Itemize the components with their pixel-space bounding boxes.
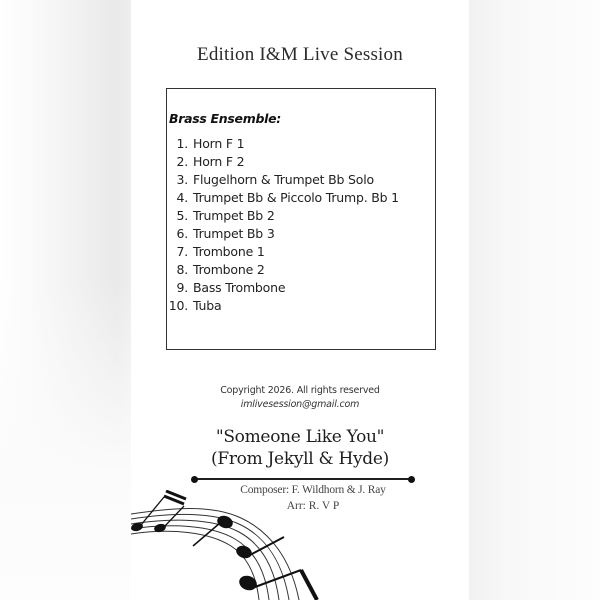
ensemble-heading: Brass Ensemble: — [169, 111, 281, 126]
composer-credit: Composer: F. Wildhorn & J. Ray — [240, 484, 386, 496]
item-label: Flugelhorn & Trumpet Bb Solo — [193, 172, 374, 187]
song-title — [131, 426, 469, 470]
divider-dot-left — [191, 476, 198, 483]
item-number: 6. — [176, 226, 188, 241]
item-number: 10. — [168, 298, 188, 313]
item-label: Trombone 2 — [193, 262, 265, 277]
list-item — [167, 189, 399, 207]
item-number: 9. — [176, 280, 188, 295]
item-label: Bass Trombone — [193, 280, 286, 295]
item-number: 8. — [176, 262, 188, 277]
item-label: Trumpet Bb 2 — [193, 208, 275, 223]
background-right-blur — [469, 0, 600, 600]
item-number: 1. — [176, 136, 188, 151]
list-item — [167, 243, 399, 261]
title-divider — [194, 478, 412, 480]
item-number: 5. — [176, 208, 188, 223]
music-staff-notes-icon — [131, 490, 469, 600]
item-label: Trombone 1 — [193, 244, 265, 259]
item-label: Trumpet Bb 3 — [193, 226, 275, 241]
item-number: 4. — [176, 190, 188, 205]
item-label: Horn F 1 — [193, 136, 245, 151]
arranger-credit: Arr: R. V P — [286, 500, 340, 512]
song-title-line2: (From Jekyll & Hyde) — [211, 449, 389, 469]
item-label: Tuba — [193, 298, 222, 313]
list-item — [167, 297, 399, 315]
list-item — [167, 225, 399, 243]
list-item — [167, 261, 399, 279]
list-item — [167, 135, 399, 153]
instrument-list-box — [166, 88, 436, 350]
list-item — [167, 279, 399, 297]
item-number: 7. — [176, 244, 188, 259]
instrument-list — [167, 135, 399, 315]
copyright-text: Copyright 2026. All rights reserved — [220, 385, 380, 396]
item-number: 2. — [176, 154, 188, 169]
divider-dot-right — [408, 476, 415, 483]
item-label: Horn F 2 — [193, 154, 245, 169]
list-item — [167, 171, 399, 189]
list-item — [167, 153, 399, 171]
item-label: Trumpet Bb & Piccolo Trump. Bb 1 — [193, 190, 399, 205]
score-cover-page — [131, 0, 469, 600]
list-item — [167, 207, 399, 225]
background-left-blur — [0, 0, 131, 600]
contact-email: imlivesession@gmail.com — [240, 399, 360, 410]
edition-title: Edition I&M Live Session — [197, 44, 403, 65]
song-title-line1: "Someone Like You" — [215, 427, 385, 447]
item-number: 3. — [176, 172, 188, 187]
